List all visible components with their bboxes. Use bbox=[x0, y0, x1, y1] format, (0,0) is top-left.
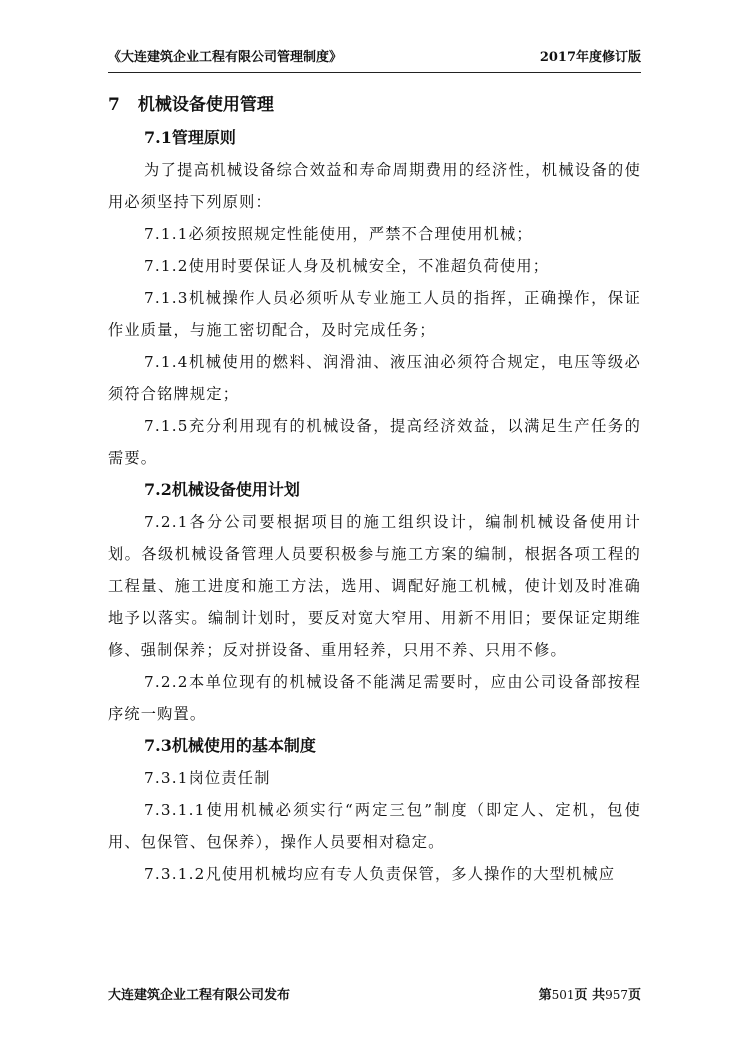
paragraph-7-1-3: 7.1.3机械操作人员必须听从专业施工人员的指挥，正确操作，保证作业质量，与施工密切配合，及时完成任务； bbox=[108, 289, 641, 339]
section-heading bbox=[108, 88, 641, 122]
subsection-heading-7-1: 7.1管理原则 bbox=[144, 128, 236, 147]
section-number: 7 bbox=[108, 95, 120, 115]
subsection-heading-7-2: 7.2机械设备使用计划 bbox=[144, 480, 300, 499]
page-mid: 页 共 bbox=[574, 988, 606, 1003]
document-body bbox=[108, 86, 641, 890]
page-total: 957 bbox=[605, 988, 628, 1002]
page-current: 501 bbox=[551, 988, 575, 1002]
page-prefix: 第 bbox=[538, 988, 552, 1003]
paragraph-7-1-5: 7.1.5充分利用现有的机械设备，提高经济效益，以满足生产任务的需要。 bbox=[108, 417, 641, 467]
paragraph-7-2-1: 7.2.1各分公司要根据项目的施工组织设计，编制机械设备使用计划。各级机械设备管理人员要积极参与施工方案的编制，根据各项工程的工程量、施工进度和施工方法，选用、调配好施工机械，使计划及时准确地予以落实。编制计划时，要反对宽大窄用、用新不用旧；要保证定期维修、强制保养；反对拼设备、重用轻养，只用不养、只用不修。 bbox=[108, 513, 641, 659]
revision-label: 2017年度修订版 bbox=[539, 50, 641, 65]
paragraph-7-3-1-1: 7.3.1.1使用机械必须实行“两定三包”制度（即定人、定机，包使用、包保管、包保养），操作人员要相对稳定。 bbox=[108, 801, 641, 851]
paragraph-7-1-2: 7.1.2使用时要保证人身及机械安全，不准超负荷使用； bbox=[144, 257, 550, 275]
page-footer bbox=[108, 984, 641, 1004]
paragraph-7-3-1: 7.3.1岗位责任制 bbox=[144, 769, 271, 787]
page-suffix: 页 bbox=[627, 988, 641, 1003]
paragraph-intro: 为了提高机械设备综合效益和寿命周期费用的经济性，机械设备的使用必须坚持下列原则： bbox=[108, 161, 641, 211]
paragraph-7-2-2: 7.2.2本单位现有的机械设备不能满足需要时，应由公司设备部按程序统一购置。 bbox=[108, 673, 641, 723]
document-title: 《大连建筑企业工程有限公司管理制度》 bbox=[108, 50, 343, 65]
paragraph-7-1-1: 7.1.1必须按照规定性能使用，严禁不合理使用机械； bbox=[144, 225, 533, 243]
section-title: 机械设备使用管理 bbox=[137, 95, 274, 115]
subsection-heading-7-3: 7.3机械使用的基本制度 bbox=[144, 736, 316, 755]
paragraph-7-1-4: 7.1.4机械使用的燃料、润滑油、液压油必须符合规定，电压等级必须符合铭牌规定； bbox=[108, 353, 641, 403]
page-header bbox=[108, 50, 641, 73]
paragraph-7-3-1-2: 7.3.1.2凡使用机械均应有专人负责保管，多人操作的大型机械应 bbox=[144, 865, 616, 883]
publisher-label: 大连建筑企业工程有限公司发布 bbox=[108, 988, 291, 1003]
page-counter bbox=[539, 984, 641, 1004]
